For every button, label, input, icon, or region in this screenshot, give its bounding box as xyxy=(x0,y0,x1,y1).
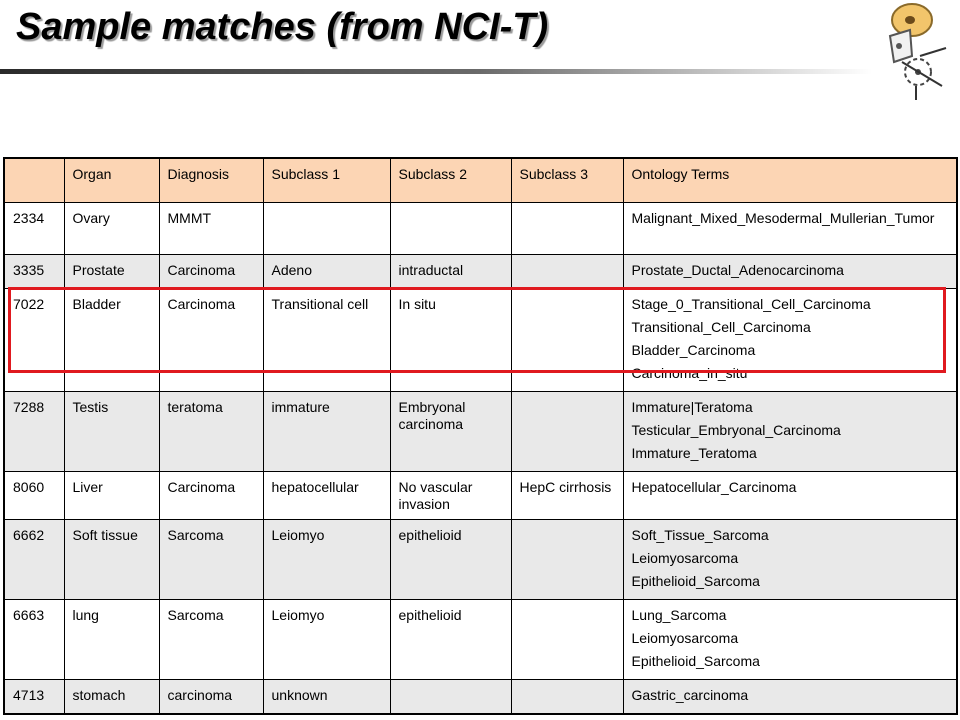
ontology-term: Bladder_Carcinoma xyxy=(631,342,756,358)
ontology-term: Malignant_Mixed_Mesodermal_Mullerian_Tumor xyxy=(631,210,935,226)
cell-ontology-terms xyxy=(623,472,957,520)
header-organ: Organ xyxy=(64,158,159,203)
cell-diagnosis: Carcinoma xyxy=(159,255,263,289)
cell-id: 3335 xyxy=(4,255,64,289)
table-row xyxy=(4,600,957,680)
cell-organ: stomach xyxy=(64,680,159,715)
cell-subclass-2: intraductal xyxy=(390,255,511,289)
ontology-term: Epithelioid_Sarcoma xyxy=(631,653,760,669)
table-row xyxy=(4,255,957,289)
cell-ontology-terms xyxy=(623,600,957,680)
ontology-term: Hepatocellular_Carcinoma xyxy=(631,479,797,495)
cell-subclass-2: No vascular invasion xyxy=(390,472,511,520)
ontology-term: Prostate_Ductal_Adenocarcinoma xyxy=(631,262,844,278)
cell-diagnosis: Carcinoma xyxy=(159,289,263,392)
ontology-term: Lung_Sarcoma xyxy=(631,607,727,623)
cell-subclass-3 xyxy=(511,520,623,600)
cell-id: 4713 xyxy=(4,680,64,715)
cell-id: 6663 xyxy=(4,600,64,680)
header-subclass-2: Subclass 2 xyxy=(390,158,511,203)
cell-organ: Ovary xyxy=(64,203,159,255)
cell-id: 7022 xyxy=(4,289,64,392)
cell-subclass-2: epithelioid xyxy=(390,600,511,680)
header-diagnosis: Diagnosis xyxy=(159,158,263,203)
ontology-term: Immature_Teratoma xyxy=(631,445,757,461)
cell-subclass-2: epithelioid xyxy=(390,520,511,600)
table-row xyxy=(4,472,957,520)
cell-subclass-2 xyxy=(390,203,511,255)
ontology-term: Soft_Tissue_Sarcoma xyxy=(631,527,769,543)
ontology-term: Stage_0_Transitional_Cell_Carcinoma xyxy=(631,296,871,312)
header-id xyxy=(4,158,64,203)
ontology-term: Testicular_Embryonal_Carcinoma xyxy=(631,422,841,438)
ontology-term: Epithelioid_Sarcoma xyxy=(631,573,760,589)
ontology-term: Leiomyosarcoma xyxy=(631,630,739,646)
cell-ontology-terms xyxy=(623,520,957,600)
cell-ontology-terms xyxy=(623,255,957,289)
cell-subclass-3: HepC cirrhosis xyxy=(511,472,623,520)
cell-illustration-icon xyxy=(872,0,958,104)
table-row xyxy=(4,203,957,255)
matches-table xyxy=(3,157,958,715)
cell-subclass-1: Leiomyo xyxy=(263,600,390,680)
header-subclass-1: Subclass 1 xyxy=(263,158,390,203)
cell-ontology-terms xyxy=(623,289,957,392)
title-underline xyxy=(0,69,872,74)
cell-diagnosis: Carcinoma xyxy=(159,472,263,520)
table-row xyxy=(4,680,957,715)
page-title: Sample matches (from NCI-T) xyxy=(16,6,549,48)
cell-subclass-2 xyxy=(390,680,511,715)
cell-subclass-3 xyxy=(511,203,623,255)
ontology-term: Gastric_carcinoma xyxy=(631,687,749,703)
cell-subclass-1: Leiomyo xyxy=(263,520,390,600)
ontology-term: Carcinoma_in_situ xyxy=(631,365,748,381)
cell-organ: Prostate xyxy=(64,255,159,289)
cell-diagnosis: carcinoma xyxy=(159,680,263,715)
cell-ontology-terms xyxy=(623,392,957,472)
cell-id: 7288 xyxy=(4,392,64,472)
cell-subclass-2: Embryonal carcinoma xyxy=(390,392,511,472)
cell-organ: Soft tissue xyxy=(64,520,159,600)
cell-subclass-1: immature xyxy=(263,392,390,472)
table-header-row xyxy=(4,158,957,203)
cell-diagnosis: Sarcoma xyxy=(159,600,263,680)
cell-organ: Testis xyxy=(64,392,159,472)
cell-subclass-3 xyxy=(511,680,623,715)
ontology-term: Leiomyosarcoma xyxy=(631,550,739,566)
header-ontology-terms: Ontology Terms xyxy=(623,158,957,203)
cell-id: 2334 xyxy=(4,203,64,255)
cell-diagnosis: teratoma xyxy=(159,392,263,472)
cell-ontology-terms xyxy=(623,203,957,255)
ontology-term: Transitional_Cell_Carcinoma xyxy=(631,319,811,335)
cell-subclass-1: Transitional cell xyxy=(263,289,390,392)
cell-subclass-3 xyxy=(511,392,623,472)
cell-organ: Bladder xyxy=(64,289,159,392)
table-row xyxy=(4,520,957,600)
cell-diagnosis: Sarcoma xyxy=(159,520,263,600)
ontology-term: Immature|Teratoma xyxy=(631,399,753,415)
cell-subclass-1: unknown xyxy=(263,680,390,715)
cell-subclass-2: In situ xyxy=(390,289,511,392)
cell-organ: Liver xyxy=(64,472,159,520)
cell-subclass-1: hepatocellular xyxy=(263,472,390,520)
cell-subclass-3 xyxy=(511,600,623,680)
cell-subclass-1 xyxy=(263,203,390,255)
cell-diagnosis: MMMT xyxy=(159,203,263,255)
cell-subclass-3 xyxy=(511,255,623,289)
table-row xyxy=(4,392,957,472)
table-row xyxy=(4,289,957,392)
cell-organ: lung xyxy=(64,600,159,680)
header-subclass-3: Subclass 3 xyxy=(511,158,623,203)
cell-subclass-3 xyxy=(511,289,623,392)
cell-id: 8060 xyxy=(4,472,64,520)
cell-ontology-terms xyxy=(623,680,957,715)
cell-subclass-1: Adeno xyxy=(263,255,390,289)
cell-id: 6662 xyxy=(4,520,64,600)
